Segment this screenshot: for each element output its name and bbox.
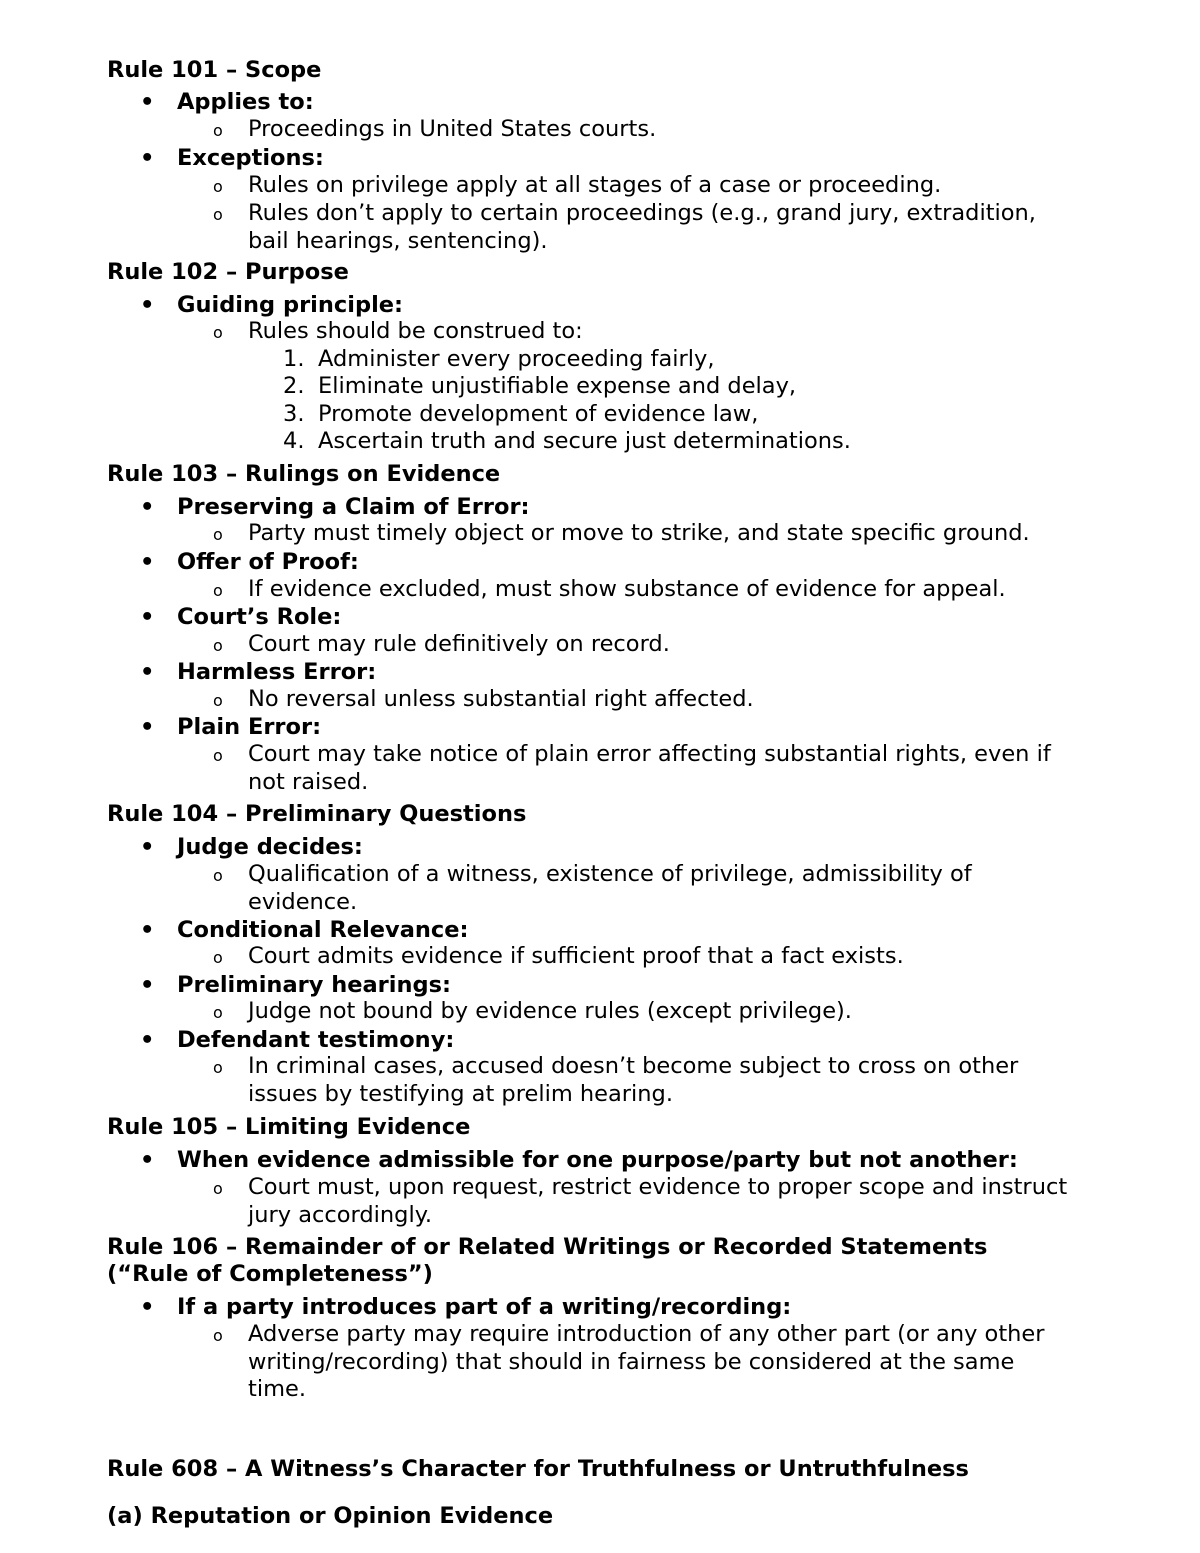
bullet-icon: • <box>140 1294 155 1320</box>
bullet-icon: • <box>140 89 155 115</box>
bullet-icon: • <box>140 1027 155 1053</box>
sub-bullet-text-line-2: not raised. <box>248 768 369 795</box>
bullet-icon: • <box>140 549 155 575</box>
rule-106-title-line-1: Rule 106 – Remainder of or Related Writings or Recorded Statements <box>107 1234 988 1260</box>
sub-bullet-text: Judge not bound by evidence rules (except privilege). <box>248 998 852 1024</box>
sub-bullet-text-line-1: Court may take notice of plain error affecting substantial rights, even if <box>248 741 1051 767</box>
bullet-label: Guiding principle: <box>177 292 404 318</box>
rule-103-sub-bullet <box>213 631 1093 659</box>
sub-bullet-icon: o <box>213 1179 223 1198</box>
bullet-label: When evidence admissible for one purpose/party but not another: <box>177 1147 1018 1173</box>
rule-106-title-line-2: (“Rule of Completeness”) <box>107 1261 433 1287</box>
bullet-icon: • <box>140 604 155 630</box>
sub-bullet-text: Court may rule definitively on record. <box>248 631 670 657</box>
item-text: Ascertain truth and secure just determinations. <box>318 428 851 454</box>
sub-bullet-icon: o <box>213 866 223 885</box>
bullet-icon: • <box>140 834 155 860</box>
sub-bullet-text: Party must timely object or move to strike, and state specific ground. <box>248 520 1030 546</box>
rule-105-heading <box>107 1114 1107 1141</box>
sub-bullet-icon: o <box>213 1326 223 1345</box>
sub-bullet-text-line-1: Rules don’t apply to certain proceedings (e.g., grand jury, extradition, <box>248 200 1036 226</box>
sub-bullet-text-line-2: evidence. <box>248 888 358 915</box>
sub-bullet-icon: o <box>213 525 223 544</box>
bullet-label: Offer of Proof: <box>177 549 359 575</box>
rule-103-sub-bullet <box>213 686 1093 714</box>
bullet-label: Applies to: <box>177 89 314 115</box>
bullet-label: Exceptions: <box>177 145 324 171</box>
sub-bullet-icon: o <box>213 636 223 655</box>
item-text: Administer every proceeding fairly, <box>318 346 715 372</box>
rule-104-sub-bullet <box>213 1053 1093 1108</box>
bullet-label: Defendant testimony: <box>177 1027 455 1053</box>
rule-608-subsection-a-title: (a) Reputation or Opinion Evidence <box>107 1503 554 1529</box>
sub-bullet-text-line-1: Court must, upon request, restrict evidence to proper scope and instruct <box>248 1174 1068 1200</box>
bullet-label: Judge decides: <box>177 834 363 860</box>
sub-bullet-icon: o <box>213 177 223 196</box>
bullet-icon: • <box>140 714 155 740</box>
bullet-label: Plain Error: <box>177 714 322 740</box>
sub-bullet-text: Rules should be construed to: <box>248 318 583 344</box>
item-text: Eliminate unjustifiable expense and delay, <box>318 373 797 399</box>
rule-104-heading <box>107 801 1107 828</box>
rule-103-sub-bullet <box>213 520 1093 548</box>
sub-bullet-icon: o <box>213 205 223 224</box>
bullet-icon: • <box>140 145 155 171</box>
sub-bullet-icon: o <box>213 121 223 140</box>
numbered-item <box>283 346 1083 373</box>
bullet-label: Court’s Role: <box>177 604 342 630</box>
sub-bullet-icon: o <box>213 1058 223 1077</box>
sub-bullet-icon: o <box>213 691 223 710</box>
sub-bullet-text-line-1: Adverse party may require introduction of any other part (or any other <box>248 1321 1045 1347</box>
sub-bullet-text-line-3: time. <box>248 1376 306 1402</box>
sub-bullet-text: Proceedings in United States courts. <box>248 116 657 142</box>
sub-bullet-text-line-2: jury accordingly. <box>248 1201 432 1228</box>
rule-101-sub-bullet <box>213 172 1093 200</box>
bullet-label: Harmless Error: <box>177 659 377 685</box>
bullet-label: Conditional Relevance: <box>177 917 469 943</box>
rule-106-heading <box>107 1234 1107 1288</box>
rule-103-title: Rule 103 – Rulings on Evidence <box>107 461 501 487</box>
bullet-label: Preliminary hearings: <box>177 972 452 998</box>
item-number: 1. <box>283 346 305 372</box>
rule-101-sub-bullet <box>213 116 1093 144</box>
bullet-label: If a party introduces part of a writing/recording: <box>177 1294 792 1320</box>
bullet-icon: • <box>140 972 155 998</box>
sub-bullet-text-line-2: writing/recording) that should in fairness be considered at the same <box>248 1348 1015 1375</box>
rule-104-sub-bullet <box>213 943 1093 971</box>
rule-105-title: Rule 105 – Limiting Evidence <box>107 1114 471 1140</box>
sub-bullet-text: Rules on privilege apply at all stages of a case or proceeding. <box>248 172 942 198</box>
sub-bullet-text: Court admits evidence if sufficient proof that a fact exists. <box>248 943 904 969</box>
rule-102-sub-bullet <box>213 318 1093 346</box>
item-number: 2. <box>283 373 305 399</box>
sub-bullet-icon: o <box>213 746 223 765</box>
rule-104-sub-bullet <box>213 861 1093 916</box>
rule-103-sub-bullet <box>213 576 1093 604</box>
item-number: 3. <box>283 401 305 427</box>
item-number: 4. <box>283 428 305 454</box>
rule-101-title: Rule 101 – Scope <box>107 57 322 83</box>
sub-bullet-icon: o <box>213 581 223 600</box>
bullet-icon: • <box>140 494 155 520</box>
rule-104-sub-bullet <box>213 998 1093 1026</box>
rule-103-heading <box>107 461 1107 488</box>
bullet-icon: • <box>140 292 155 318</box>
rule-608-subsection-a <box>107 1503 1107 1530</box>
bullet-icon: • <box>140 659 155 685</box>
rule-101-sub-bullet <box>213 200 1093 255</box>
sub-bullet-text-line-2: issues by testifying at prelim hearing. <box>248 1080 673 1107</box>
bullet-icon: • <box>140 917 155 943</box>
sub-bullet-icon: o <box>213 948 223 967</box>
rule-106-sub-bullet <box>213 1321 1093 1404</box>
rule-105-sub-bullet <box>213 1174 1093 1229</box>
sub-bullet-text-line-2: bail hearings, sentencing). <box>248 227 548 254</box>
item-text: Promote development of evidence law, <box>318 401 759 427</box>
rule-102-title: Rule 102 – Purpose <box>107 259 349 285</box>
rule-608-title: Rule 608 – A Witness’s Character for Truthfulness or Untruthfulness <box>107 1456 969 1482</box>
rule-104-title: Rule 104 – Preliminary Questions <box>107 801 527 827</box>
rule-101-heading <box>107 57 1107 84</box>
numbered-item <box>283 401 1083 428</box>
numbered-item <box>283 373 1083 400</box>
sub-bullet-text-line-1: In criminal cases, accused doesn’t become subject to cross on other <box>248 1053 1019 1079</box>
rule-608-heading <box>107 1456 1107 1483</box>
rule-103-sub-bullet <box>213 741 1093 796</box>
rule-102-heading <box>107 259 1107 286</box>
sub-bullet-icon: o <box>213 1003 223 1022</box>
bullet-label: Preserving a Claim of Error: <box>177 494 530 520</box>
sub-bullet-text-line-1: Qualification of a witness, existence of privilege, admissibility of <box>248 861 972 887</box>
sub-bullet-text: No reversal unless substantial right affected. <box>248 686 754 712</box>
numbered-item <box>283 428 1083 455</box>
bullet-icon: • <box>140 1147 155 1173</box>
sub-bullet-icon: o <box>213 323 223 342</box>
sub-bullet-text: If evidence excluded, must show substance of evidence for appeal. <box>248 576 1006 602</box>
